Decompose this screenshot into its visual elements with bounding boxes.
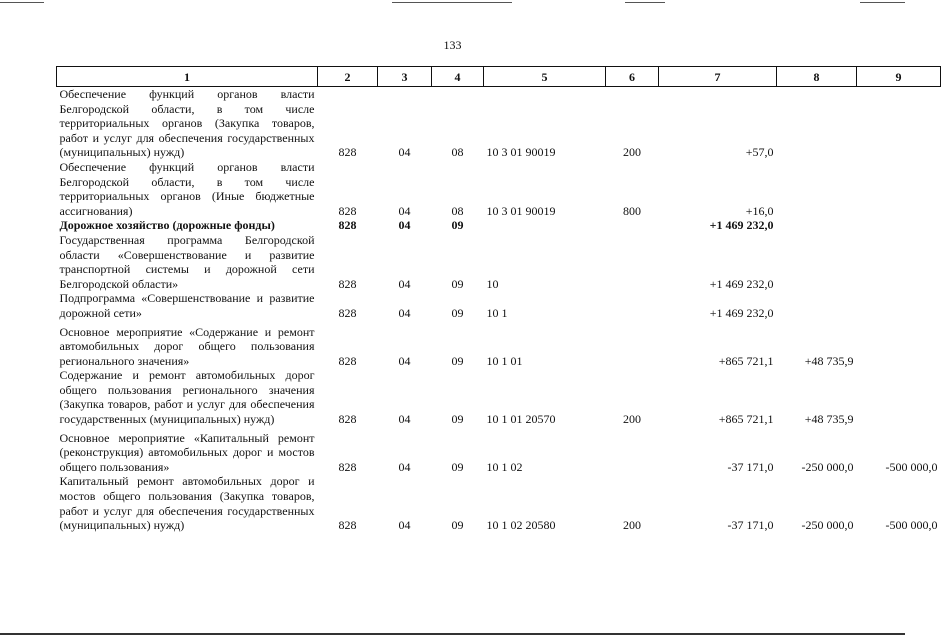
cell-section: 04 xyxy=(398,412,411,427)
cell-section: 04 xyxy=(398,459,411,474)
cell-expense-type xyxy=(606,321,659,369)
cell-target-article: 10 xyxy=(486,276,499,291)
cell-amount-2: -250 000,0 xyxy=(801,459,854,474)
row-description: Государственная программа Белгородской области «Совершенствование и развитие транспортной системы и дорожной сети Белгородской области» xyxy=(59,232,315,291)
cell-section: 04 xyxy=(398,276,411,291)
cell-admin-code: 828 xyxy=(338,218,357,233)
cell-expense-type xyxy=(606,291,659,320)
cell-amount-1: -37 171,0 xyxy=(727,459,774,474)
cell-target-article: 10 1 02 20580 xyxy=(486,518,556,533)
cell-subsection: 09 xyxy=(451,518,464,533)
table-row xyxy=(57,160,941,218)
cell-subsection: 09 xyxy=(451,276,464,291)
cell-amount-1: +1 469 232,0 xyxy=(709,218,774,233)
table-row xyxy=(57,321,941,369)
cell-amount-1: +57,0 xyxy=(745,145,774,160)
scan-edge-line xyxy=(860,2,905,3)
cell-target-article: 10 1 01 20570 xyxy=(486,412,556,427)
row-description: Основное мероприятие «Капитальный ремонт (реконструкция) автомобильных дорог и мостов общего пользования» xyxy=(59,430,315,474)
column-header: 8 xyxy=(777,67,857,87)
cell-amount-3 xyxy=(857,233,941,291)
cell-target-article xyxy=(484,218,606,233)
column-header: 5 xyxy=(484,67,606,87)
cell-admin-code: 828 xyxy=(338,145,357,160)
budget-table xyxy=(56,66,941,533)
column-header: 3 xyxy=(378,67,432,87)
cell-section: 04 xyxy=(398,518,411,533)
cell-amount-3 xyxy=(857,368,941,426)
cell-amount-2 xyxy=(777,87,857,160)
cell-expense-type: 800 xyxy=(623,203,641,218)
cell-admin-code: 828 xyxy=(338,518,357,533)
cell-section: 04 xyxy=(398,218,411,233)
cell-expense-type: 200 xyxy=(623,518,641,533)
row-description: Дорожное хозяйство (дорожные фонды) xyxy=(59,218,275,233)
cell-amount-3 xyxy=(857,321,941,369)
scan-edge-line xyxy=(0,633,905,635)
cell-amount-2 xyxy=(777,218,857,233)
cell-target-article: 10 1 02 xyxy=(486,459,523,474)
column-header: 7 xyxy=(659,67,777,87)
cell-amount-1: +865 721,1 xyxy=(718,412,774,427)
page-number: 133 xyxy=(443,38,462,52)
cell-amount-1: +1 469 232,0 xyxy=(709,305,774,320)
row-description: Обеспечение функций органов власти Белгородской области, в том числе территориальных органов (Иные бюджетные ассигнования) xyxy=(59,159,315,218)
row-description: Основное мероприятие «Содержание и ремонт автомобильных дорог общего пользования регионального значения» xyxy=(59,324,315,368)
cell-amount-2 xyxy=(777,233,857,291)
cell-subsection: 09 xyxy=(451,412,464,427)
header-row xyxy=(57,67,941,87)
table-row xyxy=(57,427,941,475)
cell-subsection: 09 xyxy=(451,353,464,368)
cell-amount-3 xyxy=(857,87,941,160)
scan-edge-line xyxy=(625,2,665,3)
cell-subsection: 09 xyxy=(451,305,464,320)
cell-amount-2: -250 000,0 xyxy=(801,518,854,533)
column-header: 9 xyxy=(857,67,941,87)
cell-amount-1: +865 721,1 xyxy=(718,353,774,368)
cell-section: 04 xyxy=(398,145,411,160)
cell-section: 04 xyxy=(398,305,411,320)
scan-edge-line xyxy=(392,2,512,3)
table-row xyxy=(57,218,941,233)
table-row xyxy=(57,368,941,426)
column-header: 4 xyxy=(432,67,484,87)
cell-subsection: 08 xyxy=(451,145,464,160)
cell-subsection: 09 xyxy=(451,459,464,474)
column-header: 1 xyxy=(57,67,318,87)
cell-admin-code: 828 xyxy=(338,412,357,427)
cell-target-article: 10 1 01 xyxy=(486,353,523,368)
cell-admin-code: 828 xyxy=(338,276,357,291)
row-description: Содержание и ремонт автомобильных дорог общего пользования регионального значения (Закупка товаров, работ и услуг для обеспечения государственных (муниципальных) нужд) xyxy=(59,368,315,427)
cell-amount-1: +1 469 232,0 xyxy=(709,276,774,291)
cell-target-article: 10 3 01 90019 xyxy=(486,145,556,160)
cell-expense-type xyxy=(606,233,659,291)
cell-admin-code: 828 xyxy=(338,459,357,474)
cell-expense-type: 200 xyxy=(623,412,641,427)
row-description: Капитальный ремонт автомобильных дорог и мостов общего пользования (Закупка товаров, работ и услуг для обеспечения государственных (муниципальных) нужд) xyxy=(59,474,315,533)
row-description: Обеспечение функций органов власти Белгородской области, в том числе территориальных органов (Закупка товаров, работ и услуг для обеспечения государственных (муниципальных) нужд) xyxy=(59,87,315,160)
cell-amount-2: +48 735,9 xyxy=(804,353,854,368)
cell-subsection: 09 xyxy=(451,218,464,233)
row-description: Подпрограмма «Совершенствование и развитие дорожной сети» xyxy=(59,291,315,320)
cell-admin-code: 828 xyxy=(338,353,357,368)
table-row xyxy=(57,233,941,291)
cell-target-article: 10 1 xyxy=(486,305,508,320)
cell-amount-3: -500 000,0 xyxy=(885,518,938,533)
scan-edge-line xyxy=(0,2,44,3)
cell-section: 04 xyxy=(398,353,411,368)
cell-subsection: 08 xyxy=(451,203,464,218)
column-header: 6 xyxy=(606,67,659,87)
cell-amount-2 xyxy=(777,160,857,218)
cell-amount-1: -37 171,0 xyxy=(727,518,774,533)
table-header xyxy=(57,67,941,87)
cell-expense-type: 200 xyxy=(623,145,641,160)
cell-amount-3 xyxy=(857,291,941,320)
cell-admin-code: 828 xyxy=(338,305,357,320)
cell-amount-3 xyxy=(857,218,941,233)
cell-target-article: 10 3 01 90019 xyxy=(486,203,556,218)
cell-admin-code: 828 xyxy=(338,203,357,218)
column-header: 2 xyxy=(318,67,378,87)
cell-amount-1: +16,0 xyxy=(745,203,774,218)
table-row xyxy=(57,474,941,532)
cell-amount-2 xyxy=(777,291,857,320)
table-body xyxy=(57,87,941,533)
table-row xyxy=(57,87,941,160)
cell-amount-2: +48 735,9 xyxy=(804,412,854,427)
cell-expense-type xyxy=(606,427,659,475)
cell-section: 04 xyxy=(398,203,411,218)
table-row xyxy=(57,291,941,320)
cell-expense-type xyxy=(606,218,659,233)
cell-amount-3 xyxy=(857,160,941,218)
cell-amount-3: -500 000,0 xyxy=(885,459,938,474)
